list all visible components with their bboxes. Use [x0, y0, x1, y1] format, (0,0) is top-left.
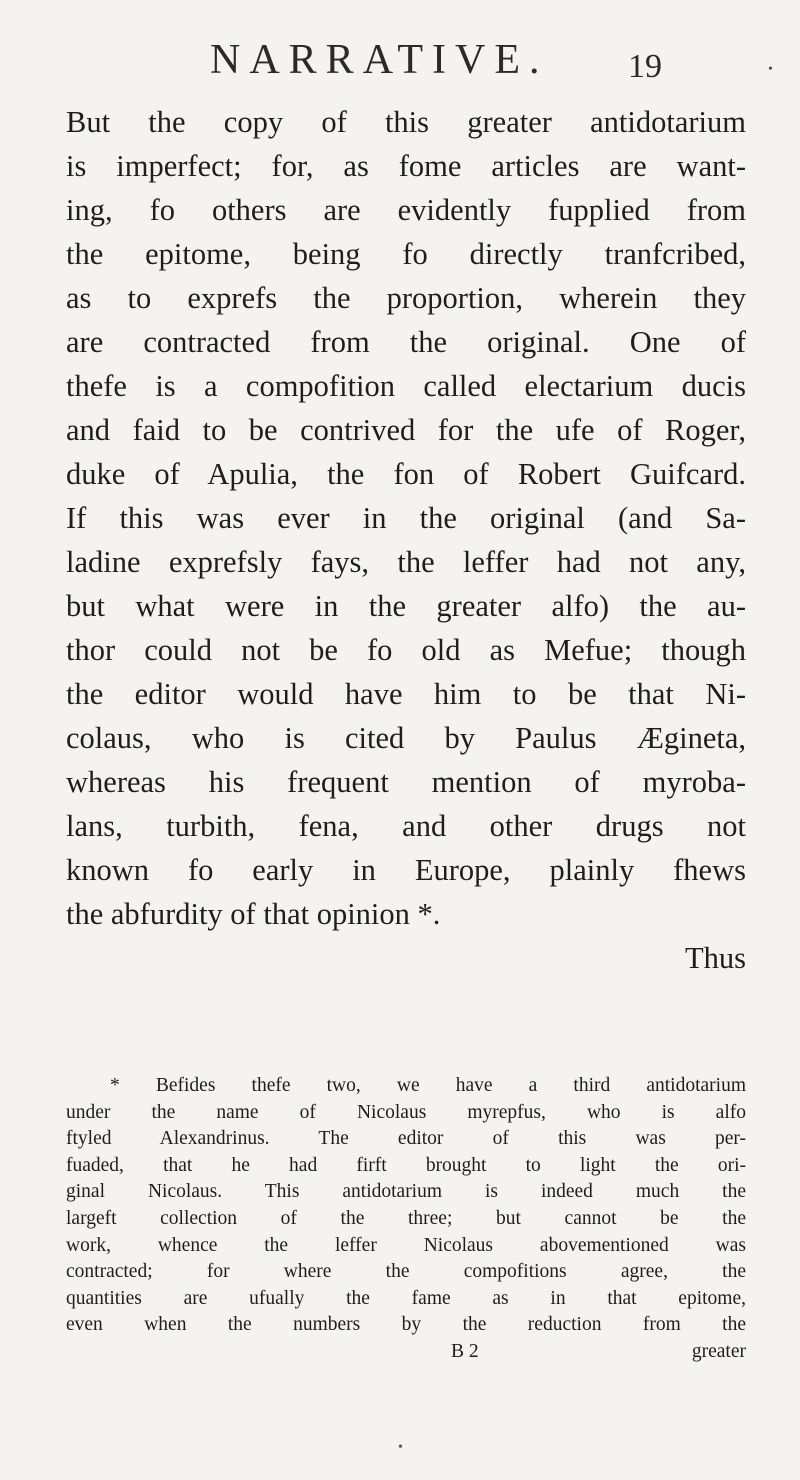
text-line: the abfurdity of that opinion *.: [66, 897, 441, 931]
text-line: but what were in the greater alfo) the au-: [66, 589, 746, 623]
catchword-greater: greater: [691, 1340, 746, 1362]
text-line: lans, turbith, fena, and other drugs not: [66, 809, 746, 843]
catchword-thus: Thus: [685, 941, 746, 975]
text-line: thefe is a compofition called electarium ducis: [66, 369, 746, 403]
text-line: But the copy of this greater antidotarium: [66, 105, 746, 139]
text-line: as to exprefs the proportion, wherein they: [66, 281, 746, 315]
text-line: the epitome, being fo directly tranfcribed,: [66, 237, 746, 271]
body-text: [66, 100, 746, 980]
stray-mark: •: [398, 1440, 403, 1455]
footnote-line: fuaded, that he had firft brought to light the ori-: [66, 1154, 746, 1176]
text-line: colaus, who is cited by Paulus Ægineta,: [66, 721, 746, 755]
text-line: and faid to be contrived for the ufe of Roger,: [66, 413, 746, 447]
text-line: If this was ever in the original (and Sa-: [66, 501, 746, 535]
footnote-line: even when the numbers by the reduction from the: [66, 1314, 746, 1336]
footnote-line: ginal Nicolaus. This antidotarium is indeed much the: [66, 1181, 746, 1203]
signature-line: [66, 1339, 746, 1366]
text-line: ladine exprefsly fays, the leffer had not any,: [66, 545, 746, 579]
footnote-line: contracted; for where the compofitions agree, the: [66, 1261, 746, 1283]
text-line: the editor would have him to be that Ni-: [66, 677, 746, 711]
text-line: is imperfect; for, as fome articles are want-: [66, 149, 746, 183]
text-line: known fo early in Europe, plainly fhews: [66, 853, 746, 887]
text-line: are contracted from the original. One of: [66, 325, 746, 359]
footnote-line: quantities are ufually the fame as in that epitome,: [66, 1287, 746, 1309]
page-number: 19: [628, 48, 662, 85]
footnote-line: ftyled Alexandrinus. The editor of this was per-: [66, 1128, 746, 1150]
running-head: NARRATIVE.: [210, 37, 549, 83]
signature-mark: B 2: [451, 1340, 479, 1362]
stray-mark: •: [768, 62, 773, 77]
text-line: thor could not be fo old as Mefue; though: [66, 633, 746, 667]
footnote-line: under the name of Nicolaus myrepfus, who is alfo: [66, 1101, 746, 1123]
page-header: [0, 28, 800, 98]
text-line: duke of Apulia, the fon of Robert Guifcard.: [66, 457, 746, 491]
footnote-line: work, whence the leffer Nicolaus abovementioned was: [66, 1234, 746, 1256]
footnote-line: * Befides thefe two, we have a third antidotarium: [110, 1075, 746, 1096]
footnote: [66, 1073, 746, 1366]
text-line: whereas his frequent mention of myroba-: [66, 765, 746, 799]
text-line: ing, fo others are evidently fupplied from: [66, 193, 746, 227]
footnote-line: largeft collection of the three; but cannot be the: [66, 1207, 746, 1229]
